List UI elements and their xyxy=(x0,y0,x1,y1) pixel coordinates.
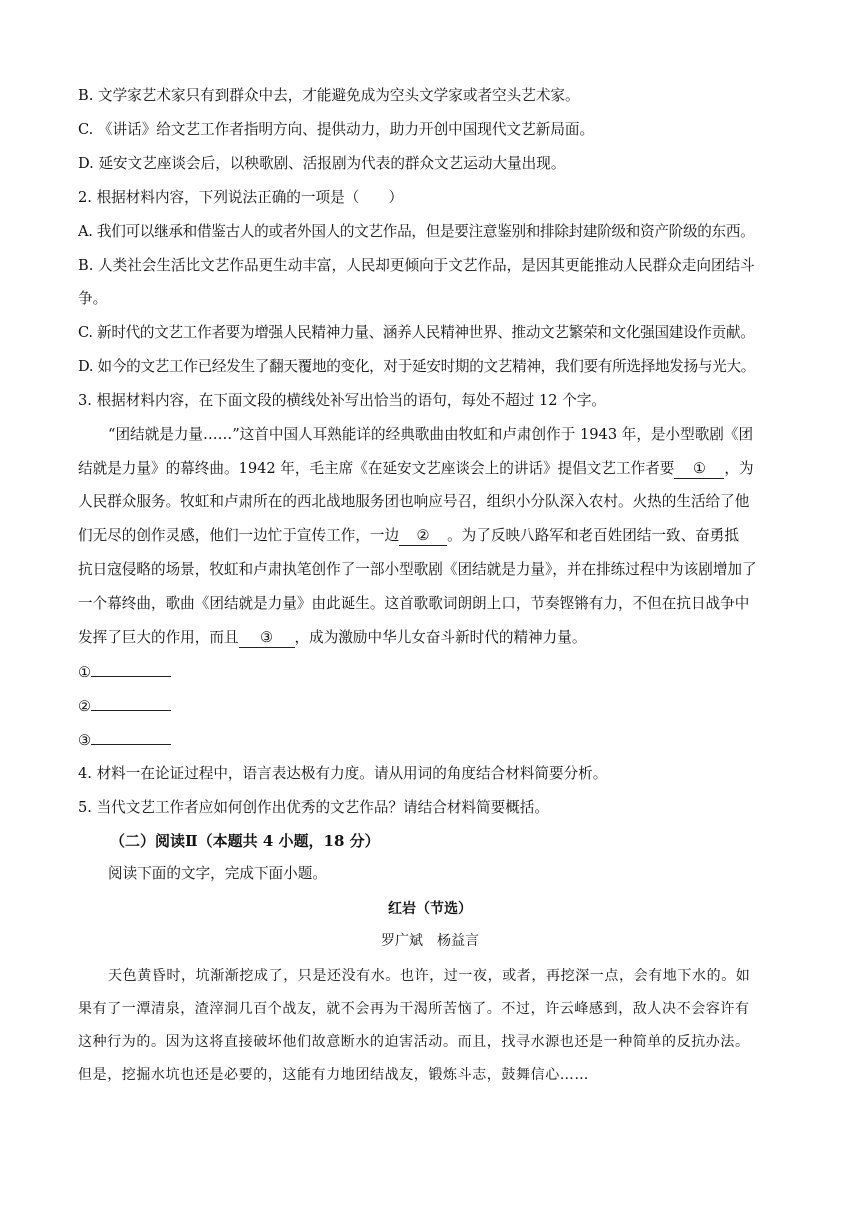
novel-authors: 罗广斌 杨益言 xyxy=(381,933,479,949)
question-4: 4. 材料一在论证过程中，语言表达极有力度。请从用词的角度结合材料简要分析。 xyxy=(78,765,608,782)
answer-line-2: ② xyxy=(78,696,171,717)
section-instruction: 阅读下面的文字，完成下面小题。 xyxy=(108,865,327,882)
novel-line: 果有了一潭清泉，渣滓洞几百个战友，就不会再为干渴所苦恼了。不过，许云峰感到，敌人决不会容许有 xyxy=(78,1001,750,1017)
answer-field-2[interactable] xyxy=(91,696,171,711)
novel-line: 天色黄昏时，坑渐渐挖成了，只是还没有水。也许，过一夜，或者，再挖深一点，会有地下水的。如 xyxy=(108,968,751,984)
q2-stem: 2. 根据材料内容，下列说法正确的一项是（ ） xyxy=(78,189,404,206)
q1-option-d: D. 延安文艺座谈会后，以秧歌剧、活报剧为代表的群众文艺运动大量出现。 xyxy=(78,155,566,172)
q2-option-b-line2: 争。 xyxy=(78,290,108,307)
q2-option-c: C. 新时代的文艺工作者要为增强人民精神力量、涵养人民精神世界、推动文艺繁荣和文化强国建设作贡献。 xyxy=(78,324,755,341)
q3-passage-line: 发挥了巨大的作用，而且 ③ ，成为激励中华儿女奋斗新时代的精神力量。 xyxy=(78,629,587,646)
answer-line-1: ① xyxy=(78,662,171,683)
q1-option-c: C. 《讲话》给文艺工作者指明方向、提供动力，助力开创中国现代文艺新局面。 xyxy=(78,121,595,138)
q3-passage-line: “团结就是力量……”这首中国人耳熟能详的经典歌曲由牧虹和卢肃创作于 1943 年，是小型歌剧《团 xyxy=(108,426,754,443)
question-5: 5. 当代文艺工作者应如何创作出优秀的文艺作品？请结合材料简要概括。 xyxy=(78,799,549,816)
novel-line: 但是，挖掘水坑也还是必要的，这能有力地团结战友，锻炼斗志，鼓舞信心…… xyxy=(78,1067,589,1083)
q3-passage-line: 抗日寇侵略的场景，牧虹和卢肃执笔创作了一部小型歌剧《团结就是力量》，并在排练过程中为该剧增加了 xyxy=(78,561,757,578)
section-heading: （二）阅读Ⅱ（本题共 4 小题，18 分） xyxy=(110,832,380,850)
q3-passage-line: 们无尽的创作灵感，他们一边忙于宣传工作，一边 ② 。为了反映八路军和老百姓团结一致、奋勇抵 xyxy=(78,527,739,544)
q3-passage-line: 结就是力量》的幕终曲。1942 年，毛主席《在延安文艺座谈会上的讲话》提倡文艺工作者要 ① ，为 xyxy=(78,460,754,477)
q1-option-b: B. 文学家艺术家只有到群众中去，才能避免成为空头文学家或者空头艺术家。 xyxy=(78,87,580,104)
answer-field-1[interactable] xyxy=(91,662,171,677)
answer-line-3: ③ xyxy=(78,730,171,751)
blank-2[interactable]: ② xyxy=(399,527,447,546)
answer-field-3[interactable] xyxy=(91,730,171,745)
q3-passage-line: 一个幕终曲，歌曲《团结就是力量》由此诞生。这首歌歌词朗朗上口，节奏铿锵有力，不但在抗日战争中 xyxy=(78,595,750,612)
q3-passage-line: 人民群众服务。牧虹和卢肃所在的西北战地服务团也响应号召，组织小分队深入农村。火热的生活给了他 xyxy=(78,493,750,510)
q3-stem: 3. 根据材料内容，在下面文段的横线处补写出恰当的语句，每处不超过 12 个字。 xyxy=(78,392,607,409)
blank-3[interactable]: ③ xyxy=(239,629,295,648)
q2-option-b-line1: B. 人类社会生活比文艺作品更生动丰富，人民却更倾向于文艺作品，是因其更能推动人民群众走向团结斗 xyxy=(78,257,755,274)
blank-1[interactable]: ① xyxy=(674,460,724,479)
novel-title: 红岩（节选） xyxy=(388,901,472,917)
q2-option-d: D. 如今的文艺工作已经发生了翻天覆地的变化，对于延安时期的文艺精神，我们要有所选择地发扬与光大。 xyxy=(78,358,756,375)
novel-line: 这种行为的。因为这将直接破坏他们故意断水的迫害活动。而且，找寻水源也还是一种简单的反抗办法。 xyxy=(78,1034,750,1050)
q2-option-a: A. 我们可以继承和借鉴古人的或者外国人的文艺作品，但是要注意鉴别和排除封建阶级和资产阶级的东西。 xyxy=(78,223,755,240)
